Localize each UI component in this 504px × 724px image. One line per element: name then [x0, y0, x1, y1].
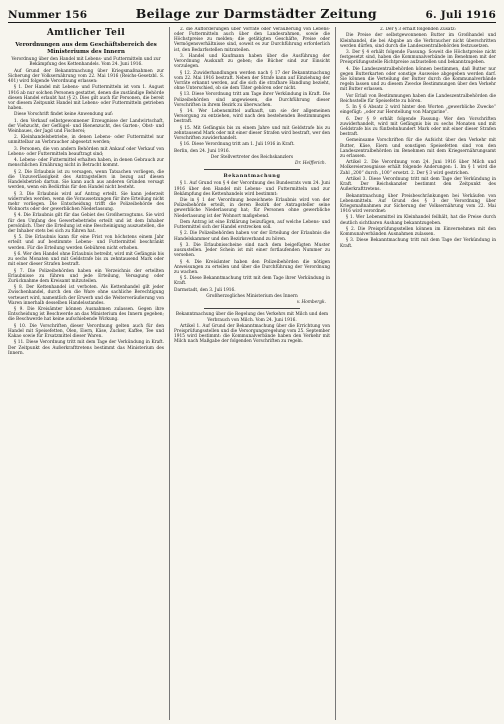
paragraph: § 5. Diese Bekanntmachung tritt mit dem Tage ihrer Verkündung in Kraft. [174, 276, 330, 287]
signature: v. Hombergk. [296, 300, 326, 306]
paragraph: 3. Personen, die von andern Behörden mit Ankauf oder Verkauf von Lebens- oder Futtermitteln beauftragt sind; [8, 146, 164, 157]
paragraph: § 13. Diese Verordnung tritt am Tage ihrer Verkündung in Kraft. Die Polizeibehörden sind angewiesen, die Durchführung dieser Vorschriften in ihrem Bezirk zu überwachen. [174, 92, 330, 108]
paragraph: § 1. Auf Grund von § 4 der Verordnung des Bundesrats vom 24. Juni 1916 über den Handel mit Lebens- und Futtermitteln und zur Bekämpfung des Kettenhandels wird bestimmt: [174, 181, 330, 197]
paragraph: § 4. Die Erlaubnis gilt für das Gebiet des Großherzogtums. Sie wird für den Umfang des Gewerbebetriebs erteilt und ist dem Inhaber persönlich. Über die Erteilung ist eine Bescheinigung auszustellen, die der Inhaber stets bei sich zu führen hat. [8, 213, 164, 234]
paragraph: § 11. Diese Verordnung tritt mit dem Tage der Verkündung in Kraft. Der Zeitpunkt des Außerkrafttretens bestimmt das Ministerium des Innern. [8, 340, 164, 356]
paragraph: § 10. Die Vorschriften dieser Verordnung gelten auch für den Handel mit Speisefetten, Ölen, Eiern, Käse, Zucker, Kaffee, Tee und Kakao sowie für Ersatzmittel dieser Waren. [8, 323, 164, 339]
paragraph: § 15. Mit Gefängnis bis zu einem Jahre und mit Geldstrafe bis zu zehntausend Mark oder mit einer dieser Strafen wird bestraft, wer den Vorschriften zuwiderhandelt. [174, 125, 330, 142]
paragraph: 4. Lebens- oder Futtermittel erhalten haben, in denen Gebrauch zur menschlichen Ernährung nicht in Betracht kommt. [8, 158, 164, 169]
paragraph: 2. Kleinhandelsbetriebe, in denen Lebens- oder Futtermittel nur unmittelbar an Verbraucher abgesetzt werden; [8, 135, 164, 146]
paragraph: Bekanntmachung über Preisbeschränkungen bei Verkäufen von Lebensmitteln. Auf Grund des § 3 der Verordnung über Kriegsmaßnahmen zur Sicherung der Volksernährung vom 22. Mai 1916 wird verordnet: [340, 193, 496, 215]
section-subheader: Verordnungen aus dem Geschäftsbereich des Ministeriums des Innern [15, 42, 157, 55]
paragraph: Gemeinsame Vorschriften für die Aufsicht über den Verkehr mit Butter, Käse, Eiern und sonstigen Speisefetten sind von den Landeszentralbehörden im Benehmen mit dem Kriegsernährungsamt zu erlassen. [340, 138, 496, 159]
paragraph: § 1. Wer Lebensmittel im Kleinhandel feilhält, hat die Preise durch deutlich sichtbaren Aushang bekanntzugeben. [340, 215, 496, 226]
column-3 [340, 27, 496, 720]
paragraph: 2. die Aufforderungen über Vorräte oder Veräußerung von Lebens- oder Futtermitteln auch über den Landesrahmen, sowie die Höchstpreise zu melden; die getätigten Geschäfte, Preise oder Vermögensverhältnisse sind, soweit es zur Durchführung erforderlich ist, den Bedarfsstellen mitzuteilen. [174, 27, 330, 53]
paragraph: § 7. Die Polizeibehörden haben ein Verzeichnis der erteilten Erlaubnisse zu führen und jede Erteilung, Versagung oder Zurücknahme dem Kreisamt mitzuteilen. [8, 268, 164, 284]
paragraph: Dem Antrag ist eine Erklärung beizufügen, auf welche Lebens- und Futtermittel sich der Handel erstrecken soll. [174, 219, 330, 231]
paragraph: Artikel 1. Auf Grund der Bekanntmachung über die Errichtung von Preisprüfungsstellen und die Versorgungsregelung vom 25. September 1915 wird bestimmt: die Kommunalverbände haben den Verkehr mit Milch nach Maßgabe der folgenden Vorschriften zu regeln. [174, 323, 330, 345]
paragraph: 1. den Verkauf selbstgewonnener Erzeugnisse der Landwirtschaft, der Viehzucht, der Geflügel- und Bienenzucht, des Garten-, Obst- und Weinbaues, der Jagd und Fischerei; [8, 118, 164, 134]
paragraph: § 8. Der Kettenhandel ist verboten. Als Kettenhandel gilt jeder Zwischenhandel, durch den die Ware ohne sachliche Berechtigung verteuert wird, namentlich der Erwerb und die Weiterveräußerung von Waren innerhalb desselben Handelsstandes. [8, 285, 164, 306]
paragraph: § 6. Wer den Handel ohne Erlaubnis betreibt, wird mit Gefängnis bis zu sechs Monaten und mit Geldstrafe bis zu zehntausend Mark oder mit einer dieser Strafen bestraft. [8, 251, 164, 268]
paragraph: § 12. Zuwiderhandlungen werden nach § 17 der Bekanntmachung vom 22. Mai 1916 bestraft. Neben der Strafe kann auf Einziehung der Vorräte erkannt werden, auf die sich die strafbare Handlung bezieht, ohne Unterschied, ob sie dem Täter gehören oder nicht. [174, 70, 330, 92]
paragraph: § 1. Der Handel mit Lebens- und Futtermitteln ist vom 1. August 1916 ab nur solchen Personen gestattet, denen die zuständige Behörde diesen Handel erlaubt hat (§ 2). Dies gilt auch für Personen, die bereit vor diesem Zeitpunkt Handel mit Lebens- oder Futtermitteln getrieben haben. [8, 85, 164, 111]
section-title: Bekanntmachung [223, 173, 281, 180]
paragraph: Artikel 2. Die Verordnung vom 24. Juni 1916 über Milch und Molkereierzeugnisse erhält folgende Änderungen: 1. Im § 1 wird die Zahl „200“ durch „100“ ersetzt. 2. Der § 3 wird gestrichen. [340, 160, 496, 176]
paragraph: § 2. Die Erlaubnis ist zu versagen, wenn Tatsachen vorliegen, die die Unzuverlässigkeit des Antragstellers in bezug auf diesen Handelsbetrieb dartun. Sie kann auch aus anderen Gründen versagt werden, wenn ein Bedürfnis für den Handel nicht besteht. [8, 169, 164, 191]
paragraph: § 9. Die Kreisämter können Ausnahmen zulassen. Gegen ihre Entscheidung ist Beschwerde an das Ministerium des Innern gegeben; die Beschwerde hat keine aufschiebende Wirkung. [8, 307, 164, 323]
issue-number: Nummer 156 [8, 9, 88, 21]
paragraph: § 3. Die Erlaubnis wird auf Antrag erteilt. Sie kann jederzeit widerrufen werden, wenn die Voraussetzungen für ihre Erteilung nicht mehr vorliegen. Die Entscheidung trifft die Polizeibehörde des Wohnorts oder der gewerblichen Niederlassung. [8, 191, 164, 213]
divider [204, 308, 300, 309]
ministry-name: Großherzogliches Ministerium des Innern [206, 294, 298, 300]
paragraph: § 2. Die Polizeibehörden haben vor der Erteilung der Erlaubnis die Handelskammer und den Bezirksverband zu hören. [174, 231, 330, 242]
paragraph: § 2. Die Preisprüfungsstellen können im Einvernehmen mit den Kommunalverbänden Ausnahmen zulassen. [340, 226, 496, 238]
paragraph: Die Preise der selbstgewonnenen Butter im Großhandel und Kleinhandel, die bei Abgabe an die Verbraucher nicht überschritten werden dürfen, sind durch die Landeszentralbehörden festzusetzen. [340, 33, 496, 49]
paragraph: § 14. Wer Lebensmittel aufkauft, um sie der allgemeinen Versorgung zu entziehen, wird nach den bestehenden Bestimmungen bestraft. [174, 109, 330, 125]
divider [204, 169, 300, 170]
column-1 [8, 27, 164, 720]
paragraph: Vor Erlaß von Bestimmungen haben die Landeszentralbehörden die Reichsstelle für Speisefette zu hören. [340, 93, 496, 104]
paragraph: § 16. Diese Verordnung tritt am 1. Juli 1916 in Kraft. [180, 142, 295, 148]
section-header: Amtlicher Teil [46, 28, 126, 38]
column-divider [335, 27, 336, 720]
masthead [8, 5, 496, 21]
paragraph: 6. Der § 9 erhält folgende Fassung: Wer den Vorschriften zuwiderhandelt, wird mit Gefängnis bis zu sechs Monaten und mit Geldstrafe bis zu fünfzehnhundert Mark oder mit einer dieser Strafen bestraft. [340, 116, 496, 138]
paragraph: Artikel 3. Diese Verordnung tritt mit dem Tage der Verkündung in Kraft. Der Reichskanzler bestimmt den Zeitpunkt des Außerkrafttretens. [340, 176, 496, 193]
issue-date: 6. Juli 1916 [425, 9, 496, 21]
paragraph: 4. Die Landeszentralbehörden können bestimmen, daß Butter nur gegen Butterkarten oder sonstige Ausweise abgegeben werden darf. Sie können die Verteilung der Butter durch die Kommunalverbände regeln lassen und zu diesem Zwecke Bestimmungen über den Verkehr mit Butter erlassen. [340, 66, 496, 93]
paragraph: Die in § 1 der Verordnung bezeichnete Erlaubnis wird von der Polizeibehörde erteilt, in deren Bezirk der Antragsteller seine gewerbliche Niederlassung hat; für Personen ohne gewerbliche Niederlassung ist der Wohnort maßgebend. [174, 198, 330, 219]
column-divider [169, 27, 170, 720]
place-date: Berlin, den 24. Juni 1916. [174, 148, 230, 154]
paragraph: § 3. Diese Bekanntmachung tritt mit dem Tage der Verkündung in Kraft. [340, 238, 496, 249]
signature: Dr. Helfferich. [295, 161, 326, 167]
paragraph: 3. Der § 4 erhält folgende Fassung: Soweit die Höchstpreise nicht festgesetzt sind, haben die Kommunalverbände im Benehmen mit der Preisprüfungsstelle Richtpreise aufzustellen und bekanntzugeben. [340, 50, 496, 66]
ordinance-title: Verordnung über den Handel mit Lebens- und Futtermitteln und zur Bekämpfung des Kettenhandels. Vom 24. Juni 1916. [11, 57, 161, 68]
place-date: Darmstadt, den 3. Juli 1916. [174, 287, 236, 293]
paragraph-heading: 2. Der § 3 erhält folgenden Zusatz: [380, 27, 456, 32]
paragraph: § 3. Die Erlaubnisscheine sind nach dem beigefügten Muster auszustellen. Jeder Schein ist mit einer fortlaufenden Nummer zu versehen. [174, 242, 330, 259]
paragraph: § 4. Die Kreisämter haben den Polizeibehörden die nötigen Anweisungen zu erteilen und über die Durchführung der Verordnung zu wachen. [174, 259, 330, 275]
ordinance-title: Bekanntmachung über die Regelung des Verkehrs mit Milch und dem Verbrauch von Milch. Vom 24. Juni 1916. [175, 312, 329, 323]
signer-title: Der Stellvertreter des Reichskanzlers [210, 155, 294, 161]
masthead-rule [8, 22, 496, 23]
newspaper-title: Beilage zur Darmstädter Zeitung [135, 6, 377, 21]
paragraph: 5. In § 6 Absatz 2 wird hinter den Worten „gewerbliche Zwecke“ eingefügt: „oder zur Herstellung von Margarine“. [340, 105, 496, 116]
paragraph: Diese Vorschrift findet keine Anwendung auf: [14, 112, 114, 118]
column-2 [174, 27, 330, 720]
paragraph: § 5. Die Erlaubnis kann für eine Frist von höchstens einem Jahr erteilt und auf bestimmte Lebens- und Futtermittel beschränkt werden. Für die Erteilung werden Gebühren nicht erhoben. [8, 235, 164, 251]
paragraph: Auf Grund der Bekanntmachung über Kriegsmaßnahmen zur Sicherung der Volksernährung vom 22. Mai 1916 (Reichs-Gesetzbl. S. 401) wird folgende Verordnung erlassen: [8, 68, 164, 84]
paragraph: 3. Handel und Kaufmann haben über die Ausführung der Verordnung Auskunft zu geben; die Bücher sind zur Einsicht vorzulegen. [174, 53, 330, 70]
